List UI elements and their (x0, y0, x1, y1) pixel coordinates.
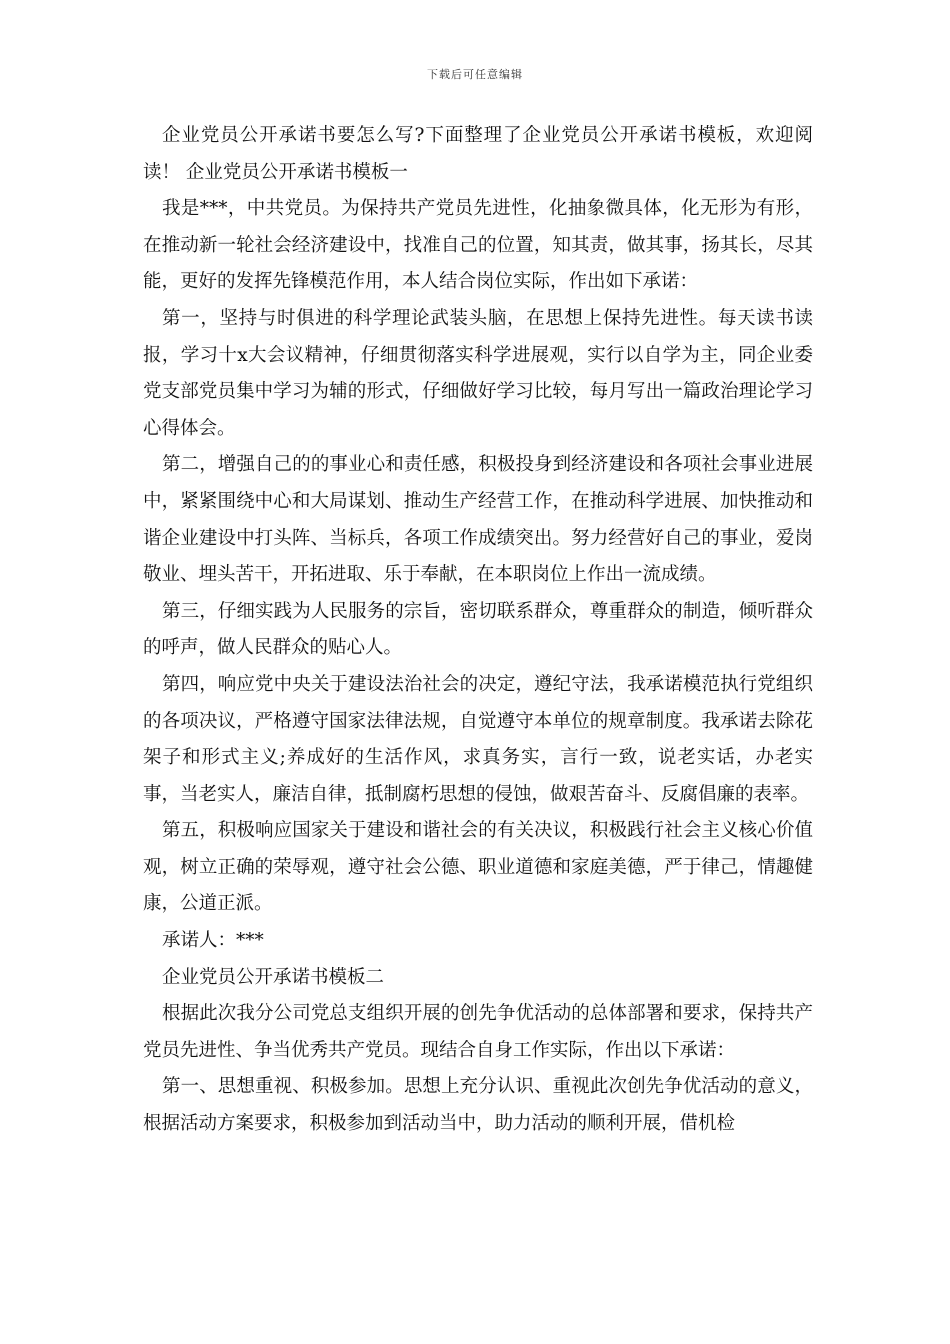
paragraph-fourth-pledge: 第四，响应党中央关于建设法治社会的决定，遵纪守法，我承诺模范执行党组织的各项决议，严格遵守国家法律法规，自觉遵守本单位的规章制度。我承诺去除花架子和形式主义;养成好的生活作风，求真务实，言行一致，说老实话，办老实事，当老实人，廉洁自律，抵制腐朽思想的侵蚀，做艰苦奋斗、反腐倡廉的表率。 (143, 673, 813, 805)
paragraph-third-pledge: 第三，仔细实践为人民服务的宗旨，密切联系群众，尊重群众的制造，倾听群众的呼声，做人民群众的贴心人。 (143, 600, 813, 659)
document-body (143, 118, 813, 1143)
header-note: 下载后可任意编辑 (427, 68, 523, 81)
section-heading-template-two: 企业党员公开承诺书模板二 (162, 966, 385, 988)
paragraph-fifth-pledge: 第五，积极响应国家关于建设和谐社会的有关决议，积极践行社会主义核心价值观，树立正确的荣辱观，遵守社会公德、职业道德和家庭美德，严于律己，情趣健康，公道正派。 (143, 820, 813, 915)
paragraph-template-two-intro: 根据此次我分公司党总支组织开展的创先争优活动的总体部署和要求，保持共产党员先进性、争当优秀共产党员。现结合自身工作实际，作出以下承诺： (143, 1003, 813, 1061)
paragraph-signer: 承诺人：*** (162, 930, 264, 952)
paragraph-second-pledge: 第二，增强自己的的事业心和责任感，积极投身到经济建设和各项社会事业进展中，紧紧围绕中心和大局谋划、推动生产经营工作，在推动科学进展、加快推动和谐企业建设中打头阵、当标兵，各项工作成绩突出。努力经营好自己的事业，爱岗敬业、埋头苦干，开拓进取、乐于奉献，在本职岗位上作出一流成绩。 (143, 454, 813, 586)
paragraph-intro: 企业党员公开承诺书要怎么写?下面整理了企业党员公开承诺书模板，欢迎阅读！ 企业党员公开承诺书模板一 (143, 125, 813, 183)
paragraph-first-pledge: 第一，坚持与时俱进的科学理论武装头脑，在思想上保持先进性。每天读书读报，学习十x大会议精神，仔细贯彻落实科学进展观，实行以自学为主，同企业委党支部党员集中学习为辅的形式，仔细做好学习比较，每月写出一篇政治理论学习心得体会。 (143, 307, 813, 439)
paragraph-template-two-first: 第一、思想重视、积极参加。思想上充分认识、重视此次创先争优活动的意义，根据活动方案要求，积极参加到活动当中，助力活动的顺利开展，借机检 (143, 1076, 813, 1135)
paragraph-self-introduction: 我是***，中共党员。为保持共产党员先进性，化抽象微具体，化无形为有形，在推动新一轮社会经济建设中，找准自己的位置，知其责，做其事，扬其长，尽其能，更好的发挥先锋模范作用，本人结合岗位实际，作出如下承诺： (143, 198, 813, 293)
